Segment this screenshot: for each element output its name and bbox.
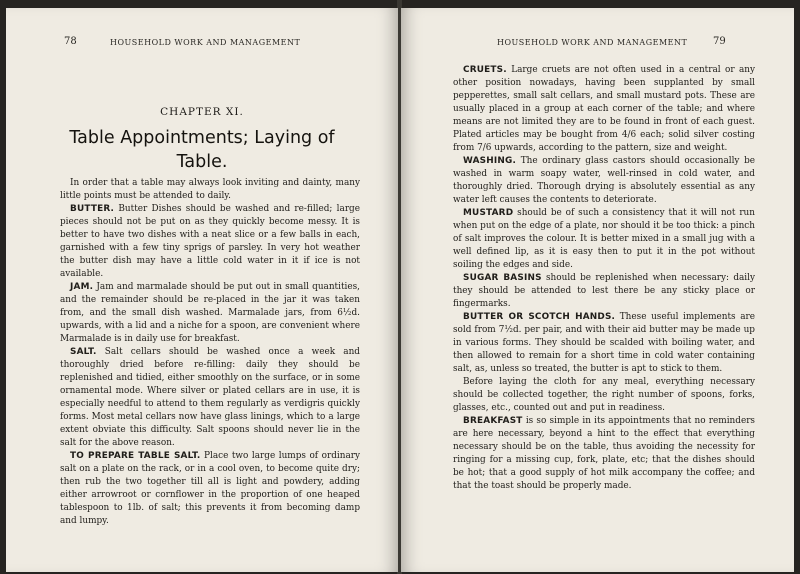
page-body bbox=[60, 177, 360, 528]
paragraph-text: The ordinary glass castors should occasionally be washed in warm soapy water, well-rinsed in cold water, and thoroughly dried. Thorough drying is absolutely essential as any water left causes the contents to deteriorate. bbox=[453, 156, 755, 205]
chapter-title-line: Table Appointments; Laying of bbox=[69, 128, 335, 148]
paragraph-text: should be replenished when necessary: daily they should be attended to lest there be any sticky place or fingermarks. bbox=[453, 273, 755, 309]
left-page bbox=[6, 8, 398, 572]
paragraph bbox=[453, 155, 755, 207]
page-number: 78 bbox=[64, 36, 77, 47]
paragraph-text: In order that a table may always look inviting and dainty, many little points must be attended to daily. bbox=[60, 178, 360, 201]
page-number: 79 bbox=[713, 36, 726, 47]
page-body bbox=[453, 64, 755, 493]
paragraph-text: Salt cellars should be washed once a week and thoroughly dried before re-filling: daily they should be replenished and tidied, either smoothly on the surface, or in some ornamental mode. Where silver or plated cellars are in use, it is especially needful to attend to them regularly as verdigris quickly forms. Most metal cellars now have glass linings, which to a large extent obviate this difficulty. Salt spoons should never lie in the salt for the above reason. bbox=[60, 347, 360, 448]
chapter-heading: CHAPTER XI. bbox=[160, 106, 244, 118]
paragraph-heading: SALT. bbox=[70, 347, 97, 357]
paragraph-heading: CRUETS. bbox=[463, 65, 507, 75]
paragraph bbox=[60, 450, 360, 528]
paragraph bbox=[60, 346, 360, 450]
paragraph-heading: BUTTER OR SCOTCH HANDS. bbox=[463, 312, 616, 322]
paragraph bbox=[453, 272, 755, 311]
paragraph-text: Butter Dishes should be washed and re-filled; large pieces should not be put on as they quickly become messy. It is better to have two dishes with a neat slice or a few balls in each, garnished with a few tiny sprigs of parsley. In very hot weather the butter dish may have a little cold water in it if ice is not available. bbox=[60, 204, 360, 279]
running-head: HOUSEHOLD WORK AND MANAGEMENT bbox=[497, 38, 688, 47]
paragraph bbox=[60, 203, 360, 281]
right-page bbox=[401, 8, 794, 572]
paragraph bbox=[453, 415, 755, 493]
paragraph bbox=[453, 64, 755, 155]
paragraph-text: is so simple in its appointments that no reminders are here necessary, beyond a hint to the effect that everything necessary should be on the table, thus avoiding the necessity for ringing for a missing cup, fork, plate, etc; that the dishes should be hot; that a good supply of hot milk accompany the coffee; and that the toast should be properly made. bbox=[453, 416, 755, 491]
paragraph-heading: WASHING. bbox=[463, 156, 517, 166]
paragraph-heading: TO PREPARE TABLE SALT. bbox=[70, 451, 201, 461]
paragraph-heading: SUGAR BASINS bbox=[463, 273, 542, 283]
chapter-title bbox=[6, 126, 398, 174]
paragraph-text: Jam and marmalade should be put out in small quantities, and the remainder should be re-placed in the jar it was taken from, and the small dish washed. Marmalade jars, from 6½d. upwards, with a lid and a niche for a spoon, are convenient where Marmalade is in daily use for breakfast. bbox=[60, 282, 360, 344]
paragraph bbox=[453, 311, 755, 376]
running-head: HOUSEHOLD WORK AND MANAGEMENT bbox=[110, 38, 301, 47]
paragraph bbox=[453, 207, 755, 272]
paragraph-heading: MUSTARD bbox=[463, 208, 514, 218]
paragraph-heading: BUTTER. bbox=[70, 204, 115, 214]
chapter-title-line: Table. bbox=[176, 152, 228, 172]
paragraph bbox=[60, 177, 360, 203]
paragraph-heading: JAM. bbox=[70, 282, 94, 292]
paragraph bbox=[453, 376, 755, 415]
paragraph-text: should be of such a consistency that it will not run when put on the edge of a plate, nor should it be too thick: a pinch of salt improves the colour. It is better mixed in a small jug with a well defined lip, as it is easy then to put it in the pot without soiling the edges and side. bbox=[453, 208, 755, 270]
paragraph bbox=[60, 281, 360, 346]
paragraph-text: Before laying the cloth for any meal, everything necessary should be collected together, the right number of spoons, forks, glasses, etc., counted out and put in readiness. bbox=[453, 377, 755, 413]
paragraph-text: These useful implements are sold from 7½d. per pair, and with their aid butter may be made up in various forms. They should be scalded with boiling water, and then allowed to remain for a short time in cold water containing salt, as, unless so treated, the butter is apt to stick to them. bbox=[453, 312, 755, 374]
paragraph-text: Place two large lumps of ordinary salt on a plate on the rack, or in a cool oven, to become quite dry; then rub the two together till all is light and powdery, adding either arrowroot or cornflower in the proportion of one heaped tablespoon to 1lb. of salt; this prevents it from becoming damp and lumpy. bbox=[60, 451, 360, 526]
paragraph-heading: BREAKFAST bbox=[463, 416, 523, 426]
paragraph-text: Large cruets are not often used in a central or any other position nowadays, having been supplanted by small pepperettes, small salt cellars, and small mustard pots. These are usually placed in a group at each corner of the table; and where means are not limited they are to be found in front of each guest. Plated articles may be bought from 4/6 each; solid silver costing from 7/6 upwards, according to the pattern, size and weight. bbox=[453, 65, 755, 153]
